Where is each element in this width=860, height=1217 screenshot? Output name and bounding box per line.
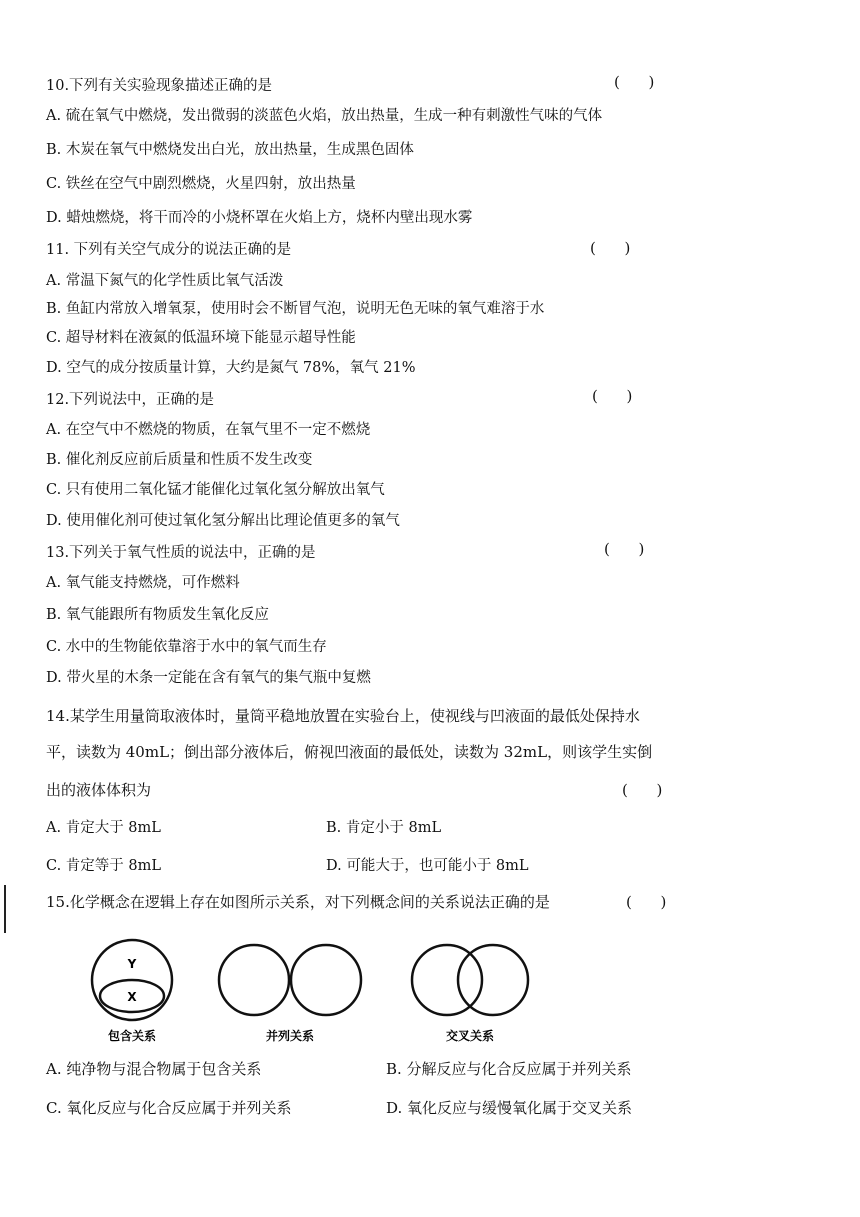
answer-blank-11[interactable]: ( ) [590, 239, 631, 257]
question-10-option-c: C. 铁丝在空气中剧烈燃烧，火星四射，放出热量 [46, 176, 356, 192]
question-14-stem-line-2: 平，读数为 40mL；倒出部分液体后，俯视凹液面的最低处，读数为 32mL，则该学生实倒 [46, 743, 653, 761]
question-14-stem-line-3: 出的液体体积为 [46, 781, 152, 799]
question-14-option-d: D. 可能大于，也可能小于 8mL [326, 858, 529, 874]
question-14-option-a: A. 肯定大于 8mL [46, 820, 161, 836]
answer-blank-10[interactable]: ( ) [614, 73, 655, 91]
caption-parallel: 并列关系 [265, 1029, 315, 1043]
question-11-option-a: A. 常温下氮气的化学性质比氧气活泼 [46, 273, 284, 289]
intersect-circle-right [458, 945, 528, 1015]
question-15-stem: 15.化学概念在逻辑上存在如图所示关系，对下列概念间的关系说法正确的是 [46, 893, 550, 911]
question-15-option-d: D. 氧化反应与缓慢氧化属于交叉关系 [386, 1099, 633, 1117]
question-12-option-d: D. 使用催化剂可使过氧化氢分解出比理论值更多的氧气 [46, 513, 400, 529]
question-13-option-a: A. 氧气能支持燃烧，可作燃料 [46, 575, 240, 591]
question-10-option-b: B. 木炭在氧气中燃烧发出白光，放出热量，生成黑色固体 [46, 142, 414, 158]
question-11-option-c: C. 超导材料在液氮的低温环境下能显示超导性能 [46, 330, 356, 346]
question-10-option-d: D. 蜡烛燃烧，将干而冷的小烧杯罩在火焰上方，烧杯内壁出现水雾 [46, 210, 473, 226]
question-12-stem: 12.下列说法中，正确的是 [46, 392, 215, 408]
label-x: X [127, 990, 137, 1004]
question-11-option-b: B. 鱼缸内常放入增氧泵，使用时会不断冒气泡，说明无色无味的氧气难溶于水 [46, 301, 545, 317]
answer-blank-15[interactable]: ( ) [626, 893, 667, 911]
caption-inclusion: 包含关系 [107, 1029, 157, 1043]
question-13-option-d: D. 带火星的木条一定能在含有氧气的集气瓶中复燃 [46, 670, 371, 686]
caption-intersection: 交叉关系 [445, 1029, 495, 1043]
question-13-option-b: B. 氧气能跟所有物质发生氧化反应 [46, 607, 269, 623]
answer-blank-14[interactable]: ( ) [622, 781, 663, 799]
answer-blank-13[interactable]: ( ) [604, 540, 645, 558]
question-11-stem: 11. 下列有关空气成分的说法正确的是 [46, 242, 292, 258]
question-10-option-a: A. 硫在氧气中燃烧，发出微弱的淡蓝色火焰，放出热量，生成一种有刺激性气味的气体 [46, 108, 603, 124]
intersect-circle-left [412, 945, 482, 1015]
inclusion-diagram [92, 940, 172, 1043]
question-13-option-c: C. 水中的生物能依靠溶于水中的氧气而生存 [46, 639, 327, 655]
margin-mark [4, 885, 6, 933]
question-14-option-c: C. 肯定等于 8mL [46, 858, 162, 874]
question-15-option-b: B. 分解反应与化合反应属于并列关系 [386, 1060, 632, 1078]
parallel-circle-left [219, 945, 289, 1015]
question-15-option-a: A. 纯净物与混合物属于包含关系 [46, 1060, 262, 1078]
question-12-option-a: A. 在空气中不燃烧的物质，在氧气里不一定不燃烧 [46, 422, 371, 438]
question-10-stem: 10.下列有关实验现象描述正确的是 [46, 78, 273, 94]
parallel-circle-right [291, 945, 361, 1015]
intersection-diagram [412, 945, 528, 1043]
question-11-option-d: D. 空气的成分按质量计算，大约是氮气 78%，氧气 21% [46, 360, 416, 376]
question-13-stem: 13.下列关于氧气性质的说法中，正确的是 [46, 545, 316, 561]
relationship-diagram [80, 935, 550, 1050]
question-14-option-b: B. 肯定小于 8mL [326, 820, 442, 836]
question-12-option-c: C. 只有使用二氧化锰才能催化过氧化氢分解放出氧气 [46, 482, 385, 498]
parallel-diagram [219, 945, 361, 1043]
answer-blank-12[interactable]: ( ) [592, 387, 633, 405]
question-15-option-c: C. 氧化反应与化合反应属于并列关系 [46, 1099, 292, 1117]
question-14-stem-line-1: 14.某学生用量筒取液体时，量筒平稳地放置在实验台上，使视线与凹液面的最低处保持水 [46, 707, 640, 725]
label-y: Y [127, 957, 137, 971]
question-12-option-b: B. 催化剂反应前后质量和性质不发生改变 [46, 452, 313, 468]
